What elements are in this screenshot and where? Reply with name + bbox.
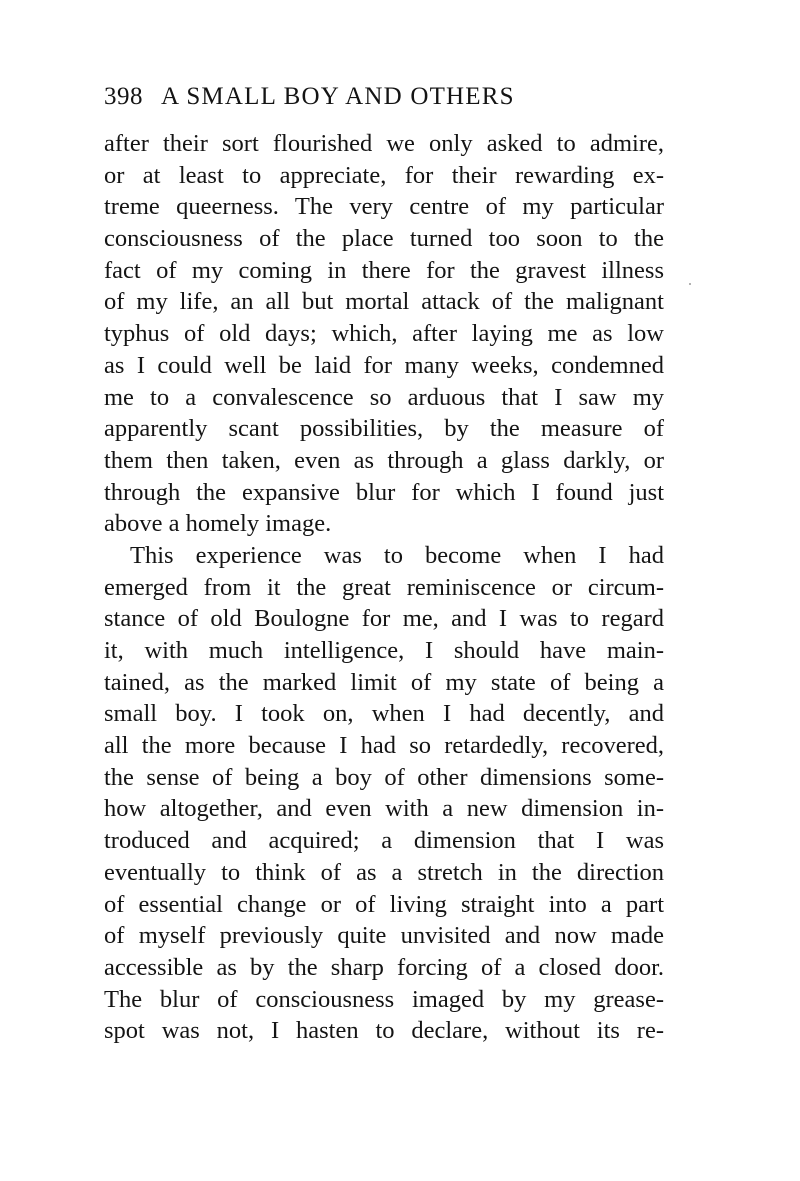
text-line: typhus of old days; which, after laying me as low <box>104 320 664 348</box>
text-line: of essential change or of living straight into a part <box>104 890 664 918</box>
text-line: tained, as the marked limit of my state of being a <box>104 668 664 696</box>
text-line: eventually to think of as a stretch in the direction <box>104 858 664 886</box>
text-line: of myself previously quite unvisited and now made <box>104 922 664 950</box>
paragraph-1 <box>104 128 664 540</box>
text-line: apparently scant possibilities, by the measure of <box>104 415 664 443</box>
text-line: or at least to appreciate, for their rewarding ex- <box>104 161 664 189</box>
text-line: The blur of consciousness imaged by my grease- <box>104 985 664 1013</box>
text-line: consciousness of the place turned too soon to the <box>104 225 664 253</box>
paragraph-2 <box>104 540 664 1047</box>
text-line: emerged from it the great reminiscence or circum- <box>104 573 664 601</box>
book-title: A SMALL BOY AND OTHERS <box>161 83 515 110</box>
text-line: of my life, an all but mortal attack of the malignant <box>104 288 664 316</box>
text-line: spot was not, I hasten to declare, without its re- <box>104 1017 664 1045</box>
text-line: treme queerness. The very centre of my particular <box>104 193 664 221</box>
text-line: all the more because I had so retardedly, recovered, <box>104 732 664 760</box>
text-line: them then taken, even as through a glass darkly, or <box>104 446 664 474</box>
text-line: small boy. I took on, when I had decently, and <box>104 700 664 728</box>
running-head <box>104 80 664 114</box>
text-line: me to a convalescence so arduous that I saw my <box>104 383 664 411</box>
text-line: after their sort flourished we only asked to admire, <box>104 130 664 157</box>
text-line: above a homely image. <box>104 510 332 538</box>
text-line: how altogether, and even with a new dimension in- <box>104 795 664 823</box>
text-line: it, with much intelligence, I should have main- <box>104 637 664 664</box>
body-text <box>104 128 664 1047</box>
text-line: fact of my coming in there for the gravest illness <box>104 256 664 284</box>
page-number: 398 <box>104 83 143 110</box>
text-line: accessible as by the sharp forcing of a closed door. <box>104 953 664 981</box>
text-line: through the expansive blur for which I found just <box>104 478 664 506</box>
text-line: This experience was to become when I had <box>130 541 664 569</box>
text-line: the sense of being a boy of other dimensions some- <box>104 763 664 791</box>
text-line: as I could well be laid for many weeks, condemned <box>104 351 664 379</box>
text-line: stance of old Boulogne for me, and I was to regard <box>104 605 664 633</box>
text-line: troduced and acquired; a dimension that I was <box>104 827 664 855</box>
scan-speck <box>689 283 691 285</box>
